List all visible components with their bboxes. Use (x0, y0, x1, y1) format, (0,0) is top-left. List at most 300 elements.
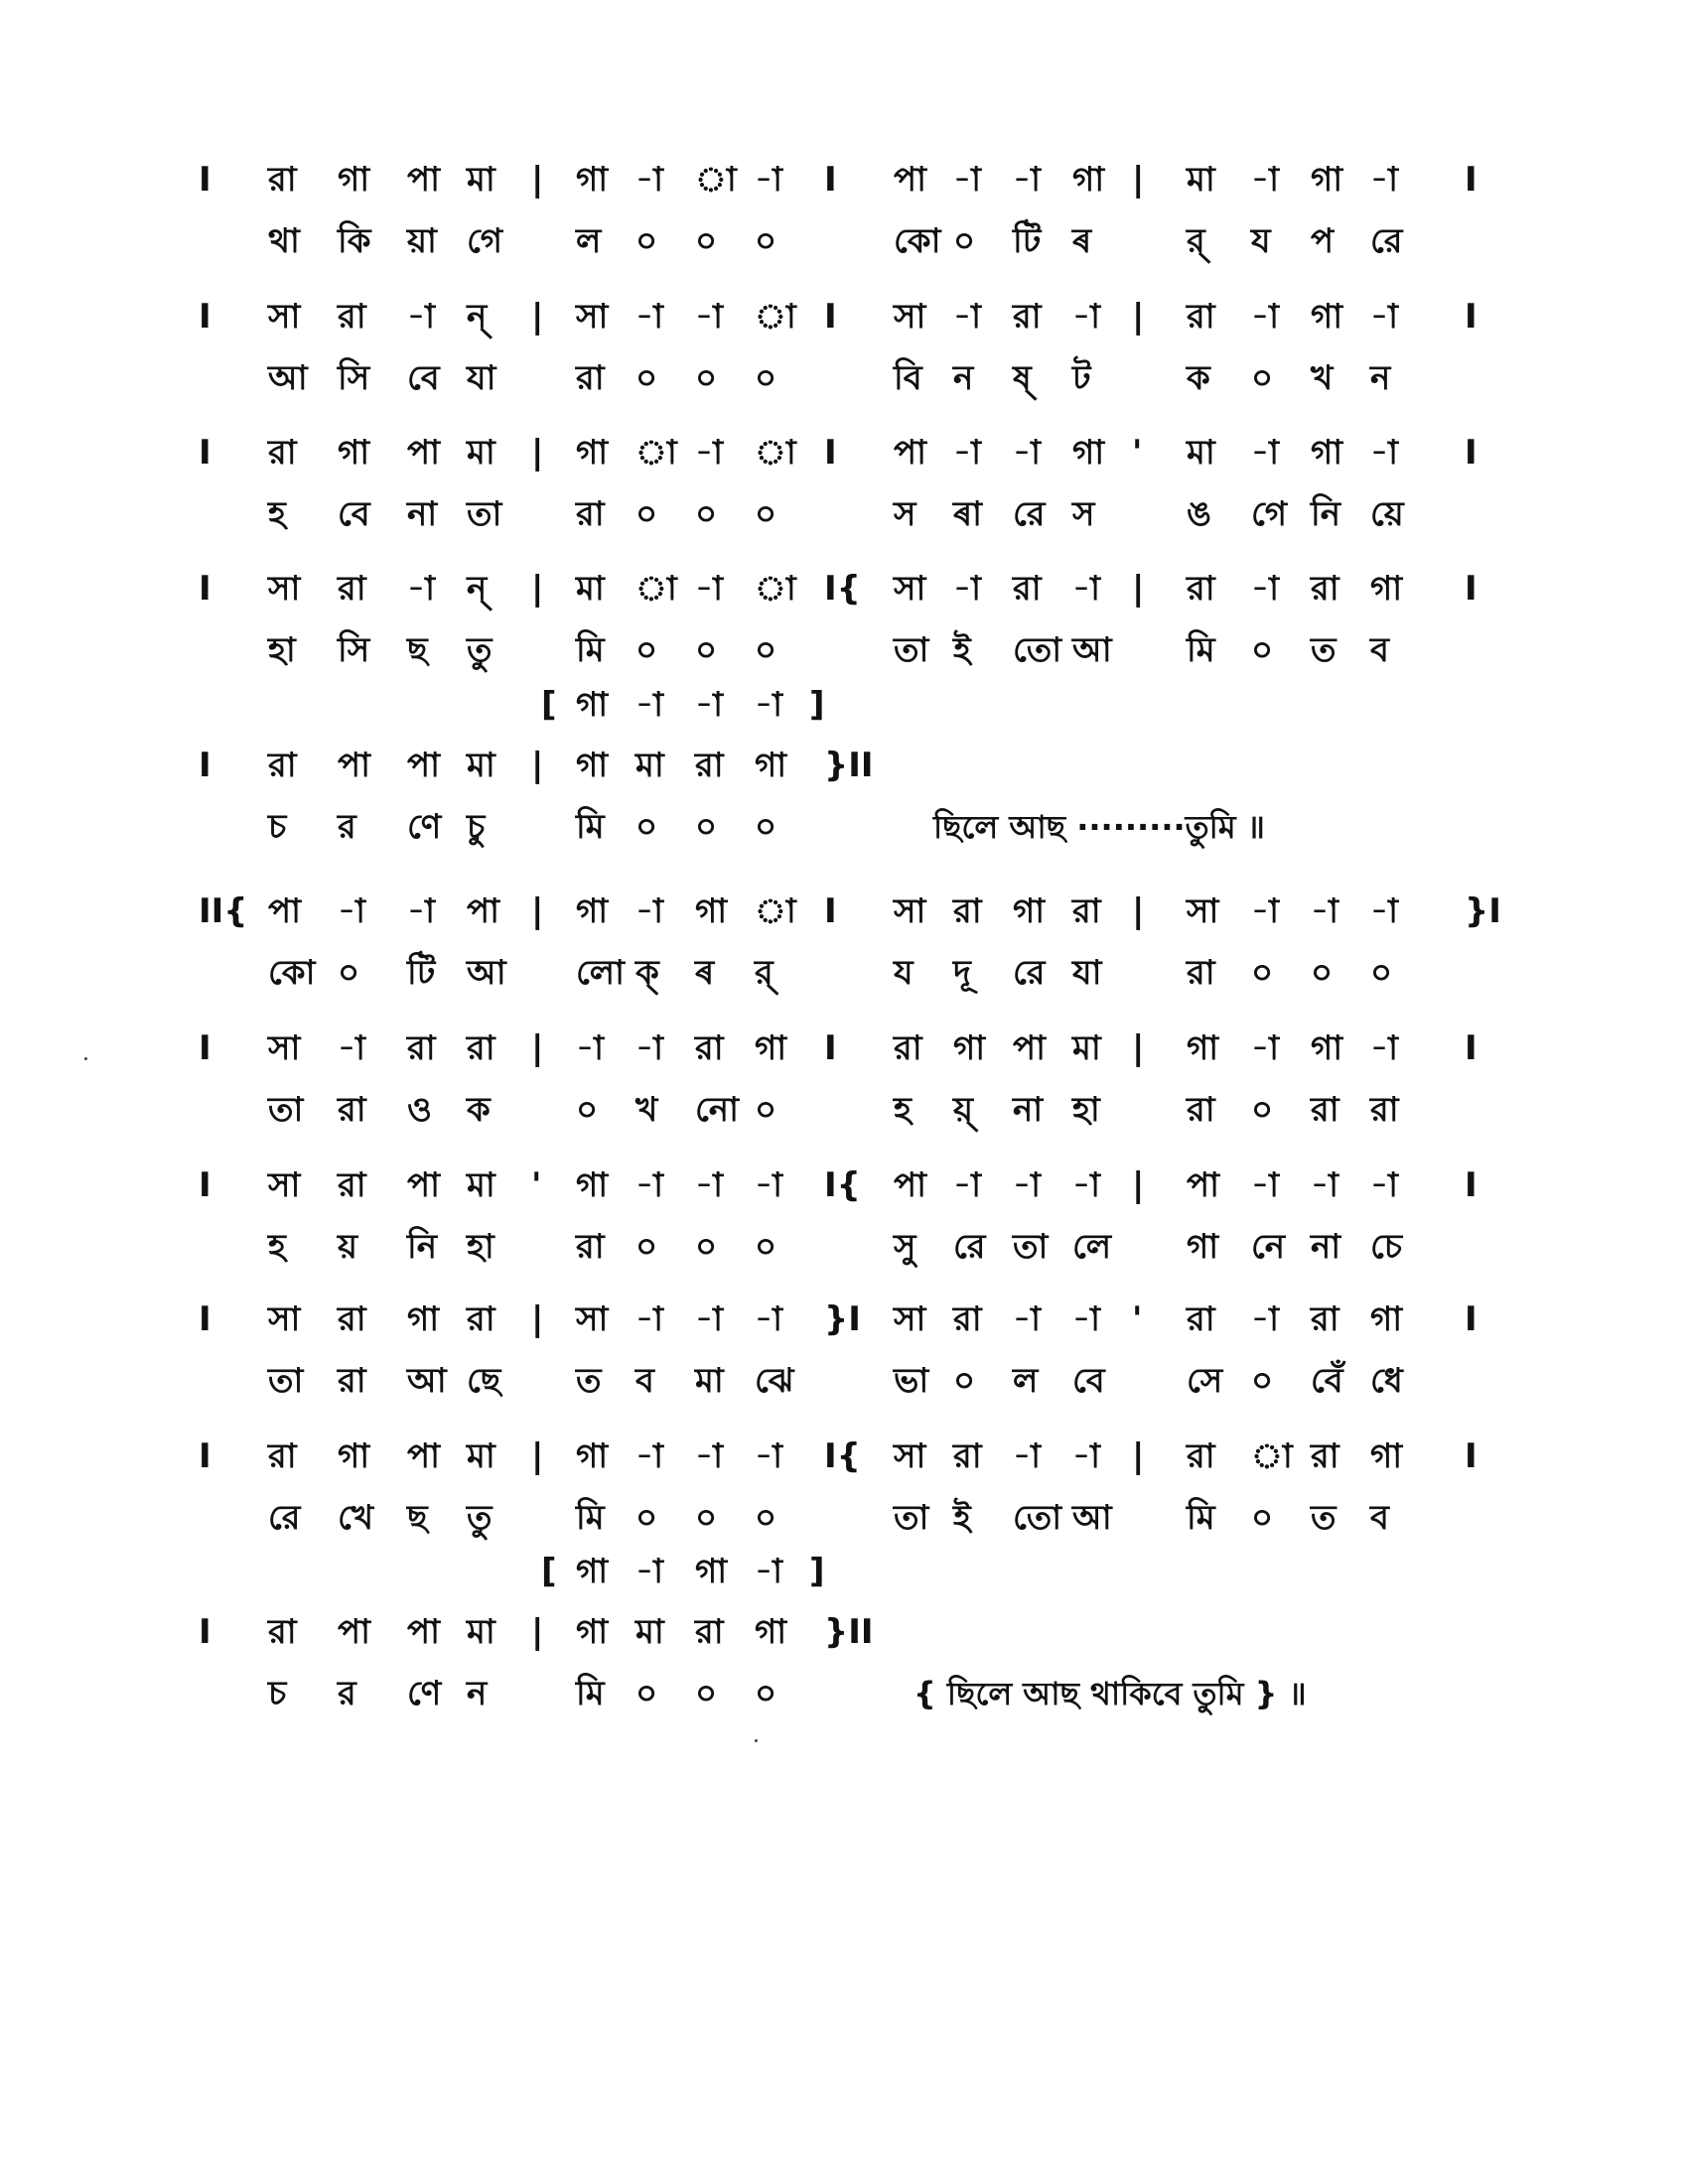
note: রা (268, 433, 297, 473)
lyric-syllable: যা (1072, 953, 1102, 993)
notation-row (199, 735, 1509, 796)
lyric-syllable: ০ (695, 1227, 718, 1267)
lyric-syllable: ০ (1251, 1361, 1274, 1401)
note: -া (953, 297, 981, 337)
lyric-syllable: সি (338, 630, 370, 670)
lyric-row (199, 347, 1509, 409)
note: গা (755, 1028, 787, 1068)
note: গা (755, 1612, 787, 1652)
note: গা (1370, 1436, 1403, 1476)
note: -া (1072, 1299, 1100, 1339)
note: I (199, 1299, 211, 1339)
alternate-note: -া (635, 1552, 663, 1591)
note: -া (635, 297, 663, 337)
note: পা (894, 1165, 926, 1205)
alternate-notes (199, 1547, 993, 1596)
lyric-syllable: স (1072, 494, 1095, 534)
note: রা (467, 1299, 495, 1339)
note: সা (894, 891, 926, 931)
note: I (199, 1612, 211, 1652)
note: -া (953, 433, 981, 473)
note: }II (824, 746, 874, 785)
lyric-syllable: ০ (755, 1674, 777, 1713)
lyric-syllable: ও (407, 1090, 433, 1130)
note: -া (1013, 1436, 1041, 1476)
note: পা (1013, 1028, 1046, 1068)
note: মা (1072, 1028, 1101, 1068)
lyric-syllable: রে (1013, 494, 1046, 534)
stave (199, 422, 1509, 545)
note: -া (1072, 1165, 1100, 1205)
lyric-syllable: র্ (755, 953, 774, 993)
lyric-syllable: ০ (635, 1498, 658, 1538)
note: মা (635, 1612, 664, 1652)
note: -া (695, 297, 723, 337)
lyric-syllable: ০ (695, 1674, 718, 1713)
lyric-syllable: ল (576, 221, 602, 261)
stave (199, 1155, 1509, 1278)
notation-row (199, 1601, 1509, 1663)
note: মা (576, 569, 605, 609)
note: I{ (824, 569, 861, 609)
note: রা (1013, 297, 1042, 337)
lyric-syllable: খে (338, 1498, 374, 1538)
lyric-syllable: রা (576, 358, 605, 398)
lyric-syllable: ০ (1251, 1498, 1274, 1538)
note: রা (1187, 1436, 1215, 1476)
note: সা (894, 297, 926, 337)
note: I (1465, 1299, 1477, 1339)
lyric-syllable: আ (268, 358, 308, 398)
alternate-note: -া (755, 1552, 782, 1591)
lyric-syllable: ০ (755, 1090, 777, 1130)
lyric-syllable: ০ (953, 221, 976, 261)
note: পা (407, 746, 440, 785)
lyric-syllable: ০ (635, 494, 658, 534)
lyric-syllable: ণে (407, 1674, 442, 1713)
lyric-syllable: যা (467, 358, 496, 398)
lyric-syllable: থা (268, 221, 300, 261)
note: সা (894, 1299, 926, 1339)
note: | (531, 1028, 544, 1068)
note: গা (1370, 1299, 1403, 1339)
note: সা (894, 569, 926, 609)
lyric-syllable: য়্ (953, 1090, 974, 1130)
lyric-syllable: ০ (695, 807, 718, 847)
lyric-syllable: ব (635, 1361, 654, 1401)
note: া (1251, 1436, 1293, 1476)
lyric-syllable: কো (894, 221, 941, 261)
lyric-syllable: ত (1311, 1498, 1336, 1538)
lyric-row (199, 796, 1509, 858)
lyric-syllable: ধে (1370, 1361, 1403, 1401)
lyric-syllable: গে (467, 221, 503, 261)
note: রা (953, 1436, 982, 1476)
lyric-syllable: চে (1370, 1227, 1403, 1267)
note: -া (1370, 1028, 1398, 1068)
lyric-syllable: হ (268, 1227, 286, 1267)
lyric-syllable: ণে (407, 807, 442, 847)
note: রা (1311, 569, 1339, 609)
note: রা (894, 1028, 922, 1068)
lyric-syllable: ষ্ (1013, 358, 1032, 398)
lyric-syllable: ০ (755, 1227, 777, 1267)
note: I (1465, 1165, 1477, 1205)
note: রা (953, 891, 982, 931)
note: -া (1251, 1028, 1279, 1068)
note: ' (1132, 433, 1143, 473)
note: রা (1311, 1436, 1339, 1476)
lyric-syllable: বে (338, 494, 370, 534)
note: সা (268, 1299, 301, 1339)
note: গা (1311, 297, 1343, 337)
note: মা (467, 433, 495, 473)
note: -া (635, 1299, 663, 1339)
note: মা (467, 1165, 495, 1205)
note: পা (407, 433, 440, 473)
lyric-syllable: ট (1072, 358, 1091, 398)
lyric-syllable: বি (894, 358, 922, 398)
lyric-syllable: আ (1072, 630, 1112, 670)
note: -া (407, 297, 435, 337)
note: সা (576, 297, 609, 337)
note: মা (1187, 433, 1215, 473)
lyric-syllable: লো (576, 953, 625, 993)
note: রা (338, 569, 366, 609)
lyric-syllable: ০ (695, 1498, 718, 1538)
lyric-row (199, 1350, 1509, 1412)
note: গা (576, 1612, 609, 1652)
lyric-syllable: রা (1187, 1090, 1215, 1130)
lyric-syllable: ০ (1251, 1090, 1274, 1130)
lyric-syllable: ন (467, 1674, 488, 1713)
note: I (199, 1028, 211, 1068)
note: -া (1251, 433, 1279, 473)
note: গা (576, 1165, 609, 1205)
note: II{ (199, 891, 248, 931)
lyric-syllable: না (407, 494, 438, 534)
lyric-syllable: ০ (953, 1361, 976, 1401)
lyric-syllable: তা (467, 494, 502, 534)
stave (199, 1018, 1509, 1141)
note: পা (407, 1436, 440, 1476)
note: া (755, 297, 796, 337)
note: | (1132, 1436, 1145, 1476)
notation-row (199, 558, 1509, 619)
note: -া (695, 1299, 723, 1339)
note: রা (407, 1028, 436, 1068)
note: পা (407, 160, 440, 200)
lyric-syllable: হ (894, 1090, 912, 1130)
lyric-syllable: ত (576, 1361, 602, 1401)
lyric-syllable: চ (268, 1674, 287, 1713)
note: -া (953, 569, 981, 609)
note: রা (338, 1299, 366, 1339)
lyric-row (199, 1663, 1509, 1724)
lyric-syllable: ০ (755, 1498, 777, 1538)
note: -া (1251, 891, 1279, 931)
lyric-syllable: মি (576, 807, 605, 847)
lyric-syllable: সি (338, 358, 370, 398)
note: ' (531, 1165, 542, 1205)
note: সা (268, 297, 301, 337)
note: -া (1072, 297, 1100, 337)
note: -া (1013, 1299, 1041, 1339)
note: সা (576, 1299, 609, 1339)
lyric-syllable: চ (268, 807, 287, 847)
note: গা (338, 160, 370, 200)
lyric-syllable: ০ (695, 358, 718, 398)
note: -া (1251, 297, 1279, 337)
note: | (531, 1612, 544, 1652)
alternate-note: ] (809, 1552, 825, 1591)
note: পা (894, 160, 926, 200)
lyric-syllable: ছ (407, 630, 428, 670)
note: -া (953, 160, 981, 200)
note: -া (755, 1436, 782, 1476)
note: -া (1013, 160, 1041, 200)
note: }I (824, 1299, 861, 1339)
note: পা (338, 1612, 370, 1652)
note: -া (1251, 1299, 1279, 1339)
note: -া (1013, 1165, 1041, 1205)
lyric-syllable: গে (1251, 494, 1288, 534)
note: | (531, 297, 544, 337)
notation-row (199, 149, 1509, 210)
lyric-syllable: ব (1370, 1498, 1389, 1538)
note: -া (1370, 891, 1398, 931)
note: I{ (824, 1436, 861, 1476)
note: গা (1072, 160, 1105, 200)
stave (199, 881, 1509, 1004)
note: গা (1311, 433, 1343, 473)
lyric-syllable: রে (268, 1498, 301, 1538)
notation-row (199, 286, 1509, 347)
notation-row (199, 1018, 1509, 1079)
lyric-syllable: বে (407, 358, 440, 398)
lyric-syllable: ০ (1251, 630, 1274, 670)
lyric-syllable: স (894, 494, 916, 534)
note: রা (1013, 569, 1042, 609)
lyric-syllable: ০ (635, 358, 658, 398)
note: -া (695, 1436, 723, 1476)
lyric-syllable: বেঁ (1311, 1361, 1343, 1401)
note: -া (1370, 160, 1398, 200)
lyric-syllable: নো (695, 1090, 739, 1130)
note: পা (467, 891, 499, 931)
alternate-notes (199, 680, 993, 730)
lyric-syllable: ০ (755, 807, 777, 847)
note: | (1132, 1165, 1145, 1205)
note: }II (824, 1612, 874, 1652)
lyric-syllable: য়ে (1370, 494, 1404, 534)
note: | (1132, 891, 1145, 931)
lyric-syllable: তা (268, 1090, 304, 1130)
lyric-row (199, 619, 1509, 681)
lyric-row (199, 1216, 1509, 1278)
note: গা (576, 160, 609, 200)
lyric-syllable: ৰা (953, 494, 983, 534)
lyric-syllable: ০ (635, 221, 658, 261)
stave (199, 685, 1509, 858)
note: গা (695, 891, 728, 931)
note: -া (1251, 569, 1279, 609)
lyric-syllable: মি (576, 1498, 605, 1538)
lyric-syllable: তো (1013, 1498, 1062, 1538)
note: I (199, 433, 211, 473)
lyric-row (199, 210, 1509, 272)
lyric-syllable: টি (1013, 221, 1042, 261)
refrain-text: { ছিলে আছ থাকিবে তুমি } ॥ (914, 1675, 1307, 1712)
lyric-syllable: ০ (695, 494, 718, 534)
lyric-syllable: মি (576, 1674, 605, 1713)
lyric-syllable: ০ (755, 630, 777, 670)
lyric-syllable: মি (576, 630, 605, 670)
note: ন্ (467, 569, 488, 609)
note: গা (576, 746, 609, 785)
note: I (199, 297, 211, 337)
lyric-syllable: ঝে (755, 1361, 794, 1401)
note: | (1132, 160, 1145, 200)
lyric-syllable: হা (268, 630, 296, 670)
note: সা (268, 1028, 301, 1068)
note: I (824, 891, 837, 931)
alternate-note: -া (635, 685, 663, 725)
stave (199, 1552, 1509, 1724)
note: মা (467, 160, 495, 200)
lyric-syllable: রা (1370, 1090, 1399, 1130)
lyric-syllable: লে (1072, 1227, 1112, 1267)
lyric-syllable: ক্ (635, 953, 659, 993)
lyric-syllable: খ (635, 1090, 658, 1130)
notation-row (199, 1289, 1509, 1350)
note: -া (1013, 433, 1041, 473)
note: I (824, 1028, 837, 1068)
note: রা (695, 1612, 724, 1652)
note: -া (755, 160, 782, 200)
lyric-syllable: ০ (695, 630, 718, 670)
lyric-syllable: টি (407, 953, 436, 993)
notation-row (199, 881, 1509, 942)
lyric-syllable: র্ (1187, 221, 1205, 261)
note: রা (268, 160, 297, 200)
note: গা (755, 746, 787, 785)
note: I (824, 433, 837, 473)
note: | (531, 891, 544, 931)
note: গা (576, 891, 609, 931)
alternate-note: গা (576, 1552, 609, 1591)
lyric-syllable: সে (1187, 1361, 1223, 1401)
note: পা (407, 1165, 440, 1205)
lyric-syllable: রা (576, 494, 605, 534)
lyric-syllable: য (894, 953, 914, 993)
note: I (199, 160, 211, 200)
note: গা (1072, 433, 1105, 473)
lyric-syllable: রে (1370, 221, 1403, 261)
note: -া (635, 160, 663, 200)
note: -া (1311, 891, 1338, 931)
note: রা (1187, 297, 1215, 337)
lyric-syllable: তু (467, 630, 492, 670)
note: গা (1311, 160, 1343, 200)
note: | (531, 1436, 544, 1476)
lyric-syllable: সু (894, 1227, 916, 1267)
stave (199, 286, 1509, 409)
note: রা (695, 746, 724, 785)
lyric-syllable: ন (1370, 358, 1391, 398)
stave (199, 1289, 1509, 1412)
note: I (1465, 569, 1477, 609)
lyric-syllable: নি (407, 1227, 438, 1267)
note: I (1465, 297, 1477, 337)
lyric-syllable: রে (953, 1227, 986, 1267)
lyric-syllable: না (1013, 1090, 1044, 1130)
note: -া (1072, 1436, 1100, 1476)
lyric-syllable: ০ (755, 494, 777, 534)
note: া (755, 433, 796, 473)
note: I (1465, 1436, 1477, 1476)
note: পা (268, 891, 301, 931)
note: রা (695, 1028, 724, 1068)
lyric-syllable: তা (894, 1498, 929, 1538)
notation-row (199, 1426, 1509, 1487)
note: -া (755, 1165, 782, 1205)
note: | (531, 160, 544, 200)
note: -া (695, 569, 723, 609)
lyric-syllable: খ (1311, 358, 1334, 398)
note: গা (338, 1436, 370, 1476)
lyric-syllable: রা (576, 1227, 605, 1267)
note: -া (407, 569, 435, 609)
lyric-syllable: য (1251, 221, 1271, 261)
lyric-syllable: রা (338, 1361, 366, 1401)
lyric-syllable: ০ (338, 953, 360, 993)
lyric-syllable: গা (1187, 1227, 1219, 1267)
refrain-text: ছিলে আছ ·········তুমি ॥ (933, 808, 1265, 846)
lyric-syllable: কি (338, 221, 371, 261)
note: মা (467, 1612, 495, 1652)
note: া (635, 569, 677, 609)
note: -া (953, 1165, 981, 1205)
lyric-syllable: তু (467, 1498, 492, 1538)
note: পা (338, 746, 370, 785)
note: রা (1187, 569, 1215, 609)
lyric-syllable: তা (1013, 1227, 1049, 1267)
note: }I (1465, 891, 1501, 931)
lyric-syllable: ছ (407, 1498, 428, 1538)
lyric-syllable: ০ (1311, 953, 1334, 993)
note: ন্ (467, 297, 488, 337)
lyric-syllable: দূ (953, 953, 971, 993)
alternate-note: গা (576, 685, 609, 725)
note: গা (1013, 891, 1046, 931)
lyric-syllable: আ (407, 1361, 447, 1401)
note: I (1465, 433, 1477, 473)
note: I (199, 1436, 211, 1476)
note: া (755, 891, 796, 931)
note: | (1132, 297, 1145, 337)
lyric-syllable: রা (338, 1090, 366, 1130)
scan-speck (84, 1057, 87, 1060)
lyric-syllable: হ (268, 494, 286, 534)
lyric-syllable: মি (1187, 1498, 1215, 1538)
note: পা (1187, 1165, 1219, 1205)
lyric-syllable: ল (1013, 1361, 1039, 1401)
lyric-syllable: ই (953, 630, 971, 670)
lyric-syllable: ০ (755, 221, 777, 261)
note: -া (1370, 297, 1398, 337)
note: I (1465, 1028, 1477, 1068)
